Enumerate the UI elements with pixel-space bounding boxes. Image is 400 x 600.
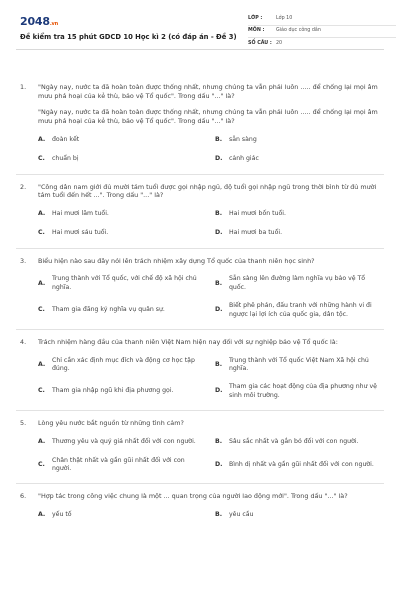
question-number: 5. — [20, 419, 27, 427]
option-letter: C. — [38, 306, 45, 314]
answer-options — [38, 511, 378, 520]
answer-option-a[interactable] — [38, 275, 201, 292]
question-2 — [16, 183, 384, 238]
option-text: Hai mươi lăm tuổi. — [52, 210, 109, 218]
meta-label-subject: MÔN : — [248, 28, 265, 34]
option-text: Chân thật nhất và gần gũi nhất đối với con người. — [52, 456, 185, 472]
exam-meta — [248, 14, 396, 50]
option-text: yếu tố — [52, 511, 72, 519]
option-text: Thương yêu và quý giá nhất đối với con người. — [52, 437, 196, 445]
exam-header — [16, 0, 384, 50]
site-logo[interactable] — [20, 15, 58, 30]
answer-option-a[interactable] — [38, 136, 201, 145]
question-divider — [16, 483, 384, 484]
answer-options — [38, 438, 378, 474]
question-text: "Ngày nay, nước ta đã hoàn toàn được thống nhất, nhưng chúng ta vẫn phải luôn ..... để chống lại mọi âm mưu phá hoại của kẻ thù, bảo vệ Tổ quốc". Trong dấu "..." là? — [38, 83, 378, 100]
option-text: Sẵn sàng lên đường làm nghĩa vụ bảo vệ Tổ quốc. — [229, 275, 366, 291]
meta-label-count: SỐ CÂU : — [248, 40, 272, 46]
option-text: Trung thành với Tổ quốc, với chế độ xã hội chủ nghĩa. — [52, 275, 197, 291]
option-letter: C. — [38, 387, 45, 395]
option-text: Tham gia các hoạt động của địa phương như vệ sinh môi trường. — [229, 383, 377, 399]
answer-option-a[interactable] — [38, 210, 201, 219]
option-text: Bình dị nhất và gần gũi nhất đối với con người. — [229, 460, 374, 468]
answer-option-d[interactable] — [215, 155, 378, 164]
option-letter: B. — [215, 360, 223, 368]
option-letter: A. — [38, 360, 46, 368]
answer-options — [38, 136, 378, 164]
answer-option-b[interactable] — [215, 511, 378, 520]
answer-option-c[interactable] — [38, 229, 201, 238]
question-number: 2. — [20, 182, 27, 191]
question-text: Trách nhiệm hàng đầu của thanh niên Việt Nam hiện nay đối với sự nghiệp bảo vệ Tổ quốc là: — [38, 337, 338, 346]
meta-value-subject: Giáo dục công dân — [276, 28, 321, 34]
option-letter: C. — [38, 154, 45, 162]
exam-title: Đề kiểm tra 15 phút GDCD 10 Học kì 2 (có đáp án - Đề 3) — [20, 33, 237, 41]
question-number: 1. — [20, 83, 27, 91]
question-divider — [16, 248, 384, 249]
option-letter: D. — [215, 387, 223, 395]
option-letter: B. — [215, 279, 223, 287]
option-letter: B. — [215, 210, 223, 218]
answer-options — [38, 275, 378, 318]
question-5 — [16, 419, 384, 473]
option-text: Tham gia đăng ký nghĩa vụ quân sự. — [52, 306, 165, 314]
option-text: Hai mươi ba tuổi. — [229, 229, 283, 237]
answer-option-d[interactable] — [215, 383, 378, 400]
answer-option-c[interactable] — [38, 155, 201, 164]
meta-value-class: Lớp 10 — [276, 16, 293, 22]
option-letter: D. — [215, 154, 223, 162]
option-letter: B. — [215, 511, 223, 519]
question-3 — [16, 257, 384, 319]
option-letter: D. — [215, 460, 223, 468]
answer-option-a[interactable] — [38, 357, 201, 374]
answer-option-b[interactable] — [215, 136, 378, 145]
answer-options — [38, 210, 378, 238]
option-text: yêu cầu — [229, 511, 254, 519]
question-number: 4. — [20, 337, 27, 346]
option-letter: C. — [38, 460, 45, 468]
answer-option-c[interactable] — [38, 302, 201, 319]
answer-option-c[interactable] — [38, 457, 201, 474]
option-text: cảnh giác — [229, 154, 259, 162]
meta-row-class — [248, 14, 396, 26]
option-letter: C. — [38, 229, 45, 237]
question-text: Lòng yêu nước bắt nguồn từ những tình cảm? — [38, 419, 184, 427]
logo-suffix: .vn — [49, 21, 58, 27]
answer-option-d[interactable] — [215, 457, 378, 474]
option-letter: D. — [215, 306, 223, 314]
answer-option-a[interactable] — [38, 511, 201, 520]
question-6 — [16, 492, 384, 520]
option-text: đoàn kết — [52, 135, 80, 143]
logo-main: 2048 — [20, 15, 50, 28]
question-divider — [16, 174, 384, 175]
option-text: Hai mươi sáu tuổi. — [52, 229, 109, 237]
question-text-repeat: "Ngày nay, nước ta đã hoàn toàn được thống nhất, nhưng chúng ta vẫn phải luôn ..... để chống lại mọi âm mưu phá hoại của kẻ thù, bảo vệ Tổ quốc". Trong dấu "..." là? — [38, 108, 378, 125]
option-letter: A. — [38, 511, 46, 519]
answer-option-c[interactable] — [38, 383, 201, 400]
question-number: 6. — [20, 492, 27, 501]
option-letter: B. — [215, 437, 223, 445]
meta-row-count — [248, 38, 396, 50]
option-letter: A. — [38, 437, 46, 445]
question-text: "Hợp tác trong công việc chung là một ... quan trọng của người lao động mới". Trong dấu "..." là? — [38, 492, 348, 501]
question-text: "Công dân nam giới đủ mười tám tuổi được gọi nhập ngũ, độ tuổi gọi nhập ngũ trong thời bình từ đủ mười tám tuổi đến hết ...". Trong dấu "..." là? — [38, 182, 377, 200]
meta-value-count: 20 — [276, 40, 283, 46]
answer-option-b[interactable] — [215, 357, 378, 374]
option-text: sẵn sàng — [229, 135, 257, 143]
answer-option-a[interactable] — [38, 438, 201, 447]
answer-option-d[interactable] — [215, 302, 378, 319]
option-letter: B. — [215, 135, 223, 143]
question-1 — [16, 83, 384, 164]
option-text: Biết phê phán, đấu tranh với những hành vi đi ngược lại lợi ích của quốc gia, dân tộc. — [229, 302, 372, 318]
option-letter: D. — [215, 229, 223, 237]
option-text: Chỉ cần xác định mục đích và động cơ học tập đúng. — [52, 356, 195, 372]
option-letter: A. — [38, 210, 46, 218]
option-text: Tham gia nhập ngũ khi địa phương gọi. — [52, 387, 174, 395]
answer-options — [38, 357, 378, 400]
meta-label-class: LỚP : — [248, 16, 263, 22]
answer-option-b[interactable] — [215, 275, 378, 292]
option-text: Trung thành với Tổ quốc Việt Nam Xã hội chủ nghĩa. — [229, 356, 369, 372]
option-text: Sâu sắc nhất và gắn bó đối với con người. — [229, 437, 359, 445]
question-text: Biểu hiện nào sau đây nói lên trách nhiệm xây dựng Tổ quốc của thanh niên học sinh? — [38, 256, 315, 265]
option-text: chuẩn bị — [52, 154, 79, 162]
question-divider — [16, 410, 384, 411]
option-text: Hai mươi bốn tuổi. — [229, 210, 286, 218]
answer-option-b[interactable] — [215, 210, 378, 219]
answer-option-d[interactable] — [215, 229, 378, 238]
option-letter: A. — [38, 279, 46, 287]
meta-row-subject — [248, 26, 396, 38]
question-number: 3. — [20, 256, 27, 265]
question-divider — [16, 329, 384, 330]
question-4 — [16, 338, 384, 400]
header-spacer — [16, 50, 384, 83]
option-letter: A. — [38, 135, 46, 143]
answer-option-b[interactable] — [215, 438, 378, 447]
